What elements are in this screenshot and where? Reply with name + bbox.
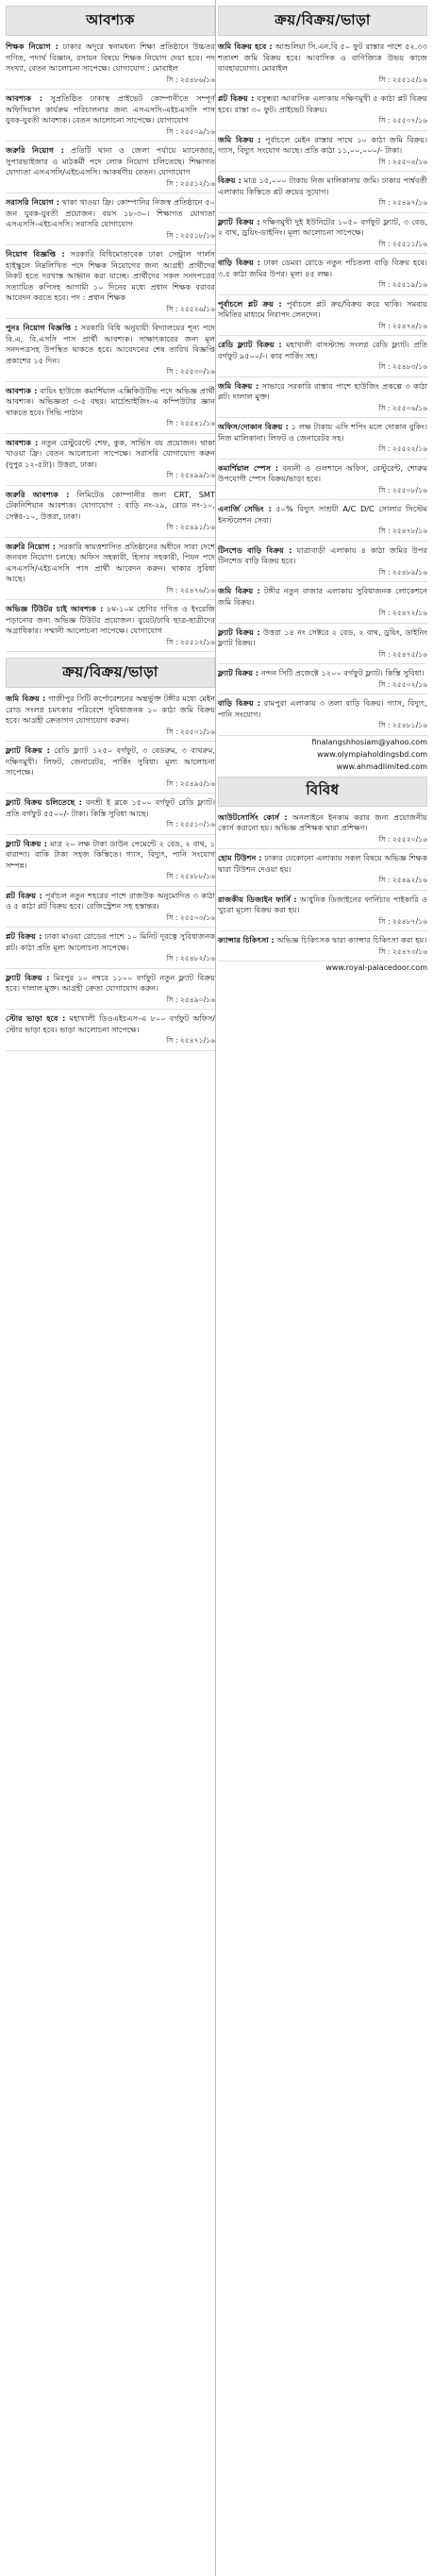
ad-code: সি : ২৫৫১০/১৬ (166, 820, 215, 828)
ad-code: সি : ২৫৫০২/১৬ (378, 679, 427, 689)
ad-body: থাকা খাওয়া ফ্রি। কোম্পানির নিজস্ব প্রতিষ্ঠানে ৫০ জন যুবক-যুবতী প্রয়োজন। বয়স ১৮-৩০। শিক্ষাগত যোগ্যতা এসএসসি-এইচএসসি। সরাসরি যোগাযোগ (6, 197, 215, 228)
classified-ad (6, 490, 215, 538)
ad-body: নতুন রেস্টুরেন্টে শেফ, কুক, সার্ভিস বয় প্রয়োজন। থাকা খাওয়া ফ্রি। বেতন আলোচনা সাপেক্ষে। সরাসরি যোগাযোগ করুন (দুপুর ১২-৫টা)। উত্তরা, ঢাকা। (6, 437, 216, 469)
ad-heading: ফ্ল্যাট বিক্রয় : (218, 216, 260, 226)
ad-heading: জমি বিক্রয় : (218, 134, 261, 144)
classified-ad (6, 438, 215, 486)
classified-ad (6, 797, 215, 835)
left-column (6, 0, 215, 1055)
classified-ad (218, 504, 427, 542)
ad-body: ঢাকার অদূরে স্বনামধন্য শিক্ষা প্রতিষ্ঠানে উচ্চতর গণিত, পদার্থ বিজ্ঞান, রসায়ন বিষয়ে শিক্ষক নিয়োগ দেয়া হবে। পদ সংখ্যা, বেতন আলোচনা সাপেক্ষে। যোগাযোগ : মোবাইল (6, 42, 215, 73)
classified-ad (218, 93, 427, 131)
ad-heading: বিক্রয় : (218, 176, 241, 185)
classified-ad (218, 935, 427, 962)
ad-code: সি : ২৫৪৭৩/১৬ (378, 946, 427, 956)
ad-body: আধুনিক ডিজাইনের ফার্নিচার পাইকারি ও খুচরা মূল্যে বিক্রয় করা হয়। (218, 894, 427, 914)
classified-ad (6, 745, 215, 794)
ad-body: বনানী ও গুলশানে অফিস, রেস্টুরেন্ট, শোরুম উপযোগী স্পেস বিক্রয়/ভাড়া হবে। (218, 462, 427, 483)
ad-body: ১ লক্ষ টাকায় এসি শপিং মলে দোকান বুকিং। নিজ মালিকানা। লিফট ও জেনারেটর সহ। (218, 422, 427, 443)
ad-heading: কমার্শিয়াল স্পেস : (218, 462, 279, 473)
ad-heading: নিয়োগ বিজ্ঞপ্তি : (6, 249, 65, 259)
ad-heading: জমি বিক্রয় হবে : (218, 42, 273, 51)
ad-body: টঙ্গীর নতুন বাজার এলাকায় সুবিধাজনক লোকেশনে জমি বিক্রয়। (218, 586, 427, 607)
ad-code: সি : ২৫৫২০/১৬ (378, 834, 427, 844)
classified-ad (218, 176, 427, 213)
ad-heading: আবশ্যক : (6, 385, 38, 395)
ad-code: সি : ২৫৫১৮/১৬ (166, 230, 215, 240)
ad-heading: আবশ্যক : (6, 437, 39, 447)
ad-code: সি : ২৫৫১২/১৬ (166, 178, 215, 188)
ad-heading: টিনশেড বাড়ি বিক্রয় : (218, 544, 292, 555)
classified-ad (218, 422, 427, 460)
website-link-ahmad[interactable]: www.ahmadlimited.com (336, 761, 427, 771)
ad-heading: বাড়ি বিক্রয় : (218, 258, 260, 267)
ad-heading: রাজকীয় ডিজাইন ফার্নি : (218, 894, 297, 904)
ad-code: সি : ২৫৪৯৫/১৬ (166, 778, 215, 788)
ad-body: মিরপুর ১০ নম্বরে ১১০০ বর্গফুট নতুন ফ্ল্যাট বিক্রয় হবে। দালাল মুক্ত। আগ্রহী ক্রেতা যোগাযোগ করুন। (6, 972, 215, 993)
ad-heading: আবশ্যক : (6, 93, 43, 103)
classified-ad (6, 839, 215, 887)
classified-ad (218, 545, 427, 583)
ad-code: সি : ২৫৪৮৬/১৬ (166, 75, 215, 84)
ad-code: সি : ২৫৪৭৮/১৬ (378, 527, 427, 535)
classified-ad (218, 698, 427, 736)
ad-heading: ক্যান্সার চিকিৎসা : (218, 935, 275, 945)
classified-ad (6, 1013, 215, 1051)
classified-ad (6, 323, 215, 382)
classified-ad (218, 299, 427, 337)
ad-body: অনলাইনে ইনকাম করার জন্য প্রয়োজনীয় কোর্স করানো হয়। অভিজ্ঞ প্রশিক্ষক দ্বারা প্রশিক্ষণ। (218, 811, 427, 832)
ad-body: মাত্র ২০ লক্ষ টাকা ডাউন পেমেন্টে ২ বেড, ২ বাথ, ১ বারান্দা। বাকি টাকা সহজ কিস্তিতে। গ্যাস, বিদ্যুৎ, পানি সংযোগ সম্পন্ন। (6, 838, 215, 870)
ad-code: সি : ২৫৪৯২/১৬ (378, 876, 427, 884)
ad-code: সি : ২৫৪৯০/১৬ (166, 995, 215, 1004)
classified-ad (6, 542, 215, 601)
ad-body: মহাখালী ডিওএইচএস-এ ৮০০ বর্গফুট অফিস/স্টোর ভাড়া হবে। ভাড়া আলোচনা সাপেক্ষে। (6, 1013, 215, 1034)
ad-heading: স্টোর ভাড়া হবে : (6, 1013, 66, 1023)
ad-code: সি : ২৫৫১২/১৬ (166, 637, 215, 646)
ad-heading: ফ্ল্যাট বিক্রয় : (218, 627, 260, 637)
ad-code: সি : ২৫৪৭৪/১৬ (378, 321, 427, 330)
ad-body: সরকারি বিধিমোতাবেক ঢাকা সেন্ট্রাল গার্লস হাইস্কুলে নিম্নলিখিত পদে শিক্ষক নিয়োগের জন্য আগ্রহী প্রার্থীদের নিকট হতে দরখাস্ত আহ্বান করা যাচ্ছে। প্রার্থীদের সকল সনদপত্রের সত্যায়িত কপিসহ আগামী ১০ দিনের মধ্যে প্রধান শিক্ষক বরাবর আবেদন করতে হবে। পদ : প্রধান শিক্ষক (6, 249, 215, 302)
ad-code: সি : ২৫৫১৯/১৬ (378, 280, 427, 289)
section-heading-buy-sell-rent-left: ক্রয়/বিক্রয়/ভাড়া (6, 658, 215, 688)
ad-body: উত্তরা ১৪ নং সেক্টরে ২ বেড, ২ বাথ, ড্রয়িং, ডাইনিং ফ্ল্যাট বিক্রয়। (218, 627, 427, 647)
classified-ad (218, 853, 427, 891)
ad-body: লিমিটেড কোম্পানীর জন্য CRT, SMT টেকনিশিয়ান আবশ্যক। যোগাযোগ : বাড়ি নং-২৯, রোড নং-১০, সেক্টর-১০, উত্তরা, ঢাকা। (6, 489, 215, 521)
ad-body: সরকারি স্বায়ত্তশাসিত প্রতিষ্ঠানের অধীনে সারা দেশে জনবল নিয়োগ চলছে। অফিস সহকারী, হিসাব সহকারী, পিয়ন পদে এসএসসি/এইচএসসি পাস প্রার্থী আবেদন করুন। থাকার সুবিধা আছে। (6, 541, 215, 583)
ad-heading: প্লট বিক্রয় : (6, 890, 42, 900)
ad-body: বনশ্রী ই ব্লকে ১৫০০ বর্গফুট রেডি ফ্ল্যাট। প্রতি বর্গফুট ৫৫০০/- টাকা। কিস্তি সুবিধা আছে। (6, 797, 215, 818)
wanted-ads-list (6, 42, 215, 652)
ad-code: সি : ২৫৫০৩/১৬ (166, 912, 215, 922)
ad-code: সি : ২৫৪৯৭/১৬ (378, 198, 427, 207)
ad-code: সি : ২৫৫০৮/১৬ (378, 485, 427, 494)
ad-heading: রেডি ফ্ল্যাট বিক্রয় : (218, 340, 282, 349)
classified-ad (6, 694, 215, 742)
classified-ad (218, 381, 427, 419)
ad-body: রেডি ফ্ল্যাট ১২৫০ বর্গফুট, ৩ বেডরুম, ৩ বাথরুম, দক্ষিণমুখী। লিফট, জেনারেটর, পার্কিং সুবিধা। মূল্য আলোচনা সাপেক্ষে। (6, 745, 215, 777)
ad-code: সি : ২৫৫১৫/১৬ (378, 75, 427, 84)
ad-body: ঢাকা ডেমরা রোডে নতুন পাঁচতলা বাড়ি বিক্রয় হবে। ৩.৫ কাঠা জমির উপর। মূল্য ৪৫ লক্ষ। (218, 258, 427, 278)
ad-heading: ফ্ল্যাট বিক্রয় চলিতেছে : (6, 797, 82, 807)
ad-code: সি : ২৫৪৮১/১৬ (378, 721, 427, 729)
classified-ad (218, 42, 427, 90)
ad-code: সি : ২৫৫৩০/১৬ (166, 367, 215, 376)
section-heading-buy-sell-rent-right: ক্রয়/বিক্রয়/ভাড়া (218, 6, 427, 36)
ad-heading: হোম টিউশন : (218, 853, 262, 862)
ad-code: সি : ২৫৫১১/১৬ (378, 239, 427, 248)
ad-body: প্রতিটি থানা ও জেলা পর্যায়ে ম্যানেজার, সুপারভাইজার ও মাঠকর্মী পদে লোক নিয়োগ চলিতেছে। শিক্ষাগত যোগ্যতা এসএসসি/এইচএসসি। আকর্ষণীয় বেতন। যোগাযোগ (6, 145, 215, 176)
ad-code: সি : ২৫৪৭৫/১৬ (378, 649, 427, 659)
ad-body: দক্ষিণমুখী দুই ইউনিটের ১০৫০ বর্গফুট ফ্ল্যাট, ৩ বেড, ২ বাথ, ড্রয়িং-ডাইনিং। মূল্য আলোচনা সাপেক্ষে। (218, 216, 427, 237)
ad-code: সি : ২৫৪৮৯/১৬ (378, 567, 427, 577)
classified-ad (218, 217, 427, 255)
ad-heading: সরাসরি নিয়োগ : (6, 197, 60, 207)
ad-body: নন্দন সিটি প্রজেক্টে ১২০০ বর্গফুট ফ্ল্যাট। কিস্তি সুবিধা। (260, 668, 425, 677)
classified-ad (6, 931, 215, 969)
ad-body: বসুন্ধরা আবাসিক এলাকায় দক্ষিণমুখী ৫ কাঠা প্লট বিক্রয় হবে। রাস্তা ৩০ ফুট। প্রাইভেট বিক্রয়। (218, 93, 427, 114)
ad-body: সরকারি বিধি অনুযায়ী বিদ্যালয়ের শূন্য পদে বি.এ, বি.এসসি পাস প্রার্থী আবশ্যক। সাক্ষাৎকারের জন্য মূল সনদপত্রসহ উপস্থিত থাকতে হবে। আবেদনের শেষ তারিখ বিজ্ঞপ্তি প্রকাশের ১৫ দিন। (6, 323, 215, 365)
buy-sell-ads-list-right (218, 42, 427, 736)
ad-body: মহাখালী বাসস্ট্যান্ড সংলগ্ন রেডি ফ্ল্যাট। প্রতি বর্গফুট ৯৫০০/-। কার পার্কিং সহ। (218, 340, 427, 360)
ad-heading: পুনঃ নিয়োগ বিজ্ঞপ্তি : (6, 323, 78, 332)
classified-ad (6, 973, 215, 1011)
ad-code: সি : ২৫৪৭১/১৬ (166, 1036, 215, 1045)
ad-code: সি : ২৫৪৮৮/১৬ (166, 872, 215, 880)
classified-ad (218, 627, 427, 665)
ad-heading: জমি বিক্রয় : (218, 380, 259, 391)
classified-ad (6, 93, 215, 142)
ad-body: যাত্রাবাড়ী এলাকায় ৪ কাঠা জমির উপর টিনশেড বাড়ি বিক্রয় হবে। (218, 544, 427, 565)
section-heading-misc: বিবিধ (218, 777, 427, 807)
classified-ad (218, 135, 427, 173)
ad-heading: এনার্জি সেভিং : (218, 504, 272, 513)
ad-body: রামপুরা এলাকায় ৩ তলা বাড়ি বিক্রয়। গ্যাস, বিদ্যুৎ, পানি সংযোগ। (218, 698, 427, 719)
ad-code: সি : ২৫৫০৯/১৬ (166, 126, 215, 136)
ad-body: সুপ্রতিষ্ঠিত ঢাকাস্থ প্রাইভেট কোম্পানীতে সম্পূর্ণ অফিসিয়াল কার্যক্রম পরিচালনার জন্য এসএসসি-এইচএসসি পাস যুবক-যুবতী আবশ্যক। বেতন আলোচনা সাপেক্ষে। যোগাযোগ (6, 93, 216, 125)
ad-code: সি : ২৫৪৯১/১৬ (166, 523, 215, 531)
ad-code: সি : ২৫৫০৬/১৬ (378, 403, 427, 412)
ad-body: মাত্র ১৫,০০০ টাকায় নিজ মালিকানায় জমি। ঢাকার পার্শ্ববর্তী এলাকায় কিস্তিতে প্লট ক্রয়ের সুযোগ। (218, 176, 428, 196)
ad-heading: ফ্ল্যাট বিক্রয় : (6, 838, 48, 848)
ad-heading: প্লট বিক্রয় : (218, 93, 255, 103)
ad-heading: জমি বিক্রয় : (218, 586, 260, 595)
ad-code: সি : ২৫৪৮৩/১৬ (378, 362, 427, 371)
buy-sell-ads-list-left (6, 694, 215, 1051)
ad-body: আশুলিয়া সি.এন.বি ৫০ ফুট রাস্তার পাশে ৫২.৩৩ শতাংশ জমি বিক্রয় হবে। আবাসিক ও বাণিজ্যিক উভয় কাজে ব্যবহারযোগ্য। মোবাইল (218, 42, 427, 73)
website-link-olympia[interactable]: www.olympiaholdingsbd.com (317, 749, 427, 759)
ad-heading: শিক্ষক নিয়োগ : (6, 42, 58, 51)
classified-ad (218, 668, 427, 694)
ad-body: সাভারে সরকারি রাস্তার পাশে হাউজিং প্রকল্পে ৩ কাঠা প্লট। দালাল মুক্ত। (218, 380, 427, 401)
ad-body: ঢাকা মাওয়া রোডের পাশে ১০ মিনিট দূরত্বে সুবিধাজনক প্লট। কাঠা প্রতি মূল্য আলোচনা সাপেক্ষে। (6, 931, 215, 952)
misc-ads-list (218, 812, 427, 962)
classified-ad (218, 463, 427, 501)
classified-ad (218, 258, 427, 295)
ad-code: সি : ২৫৫৪১/১৬ (166, 419, 215, 427)
section-heading-wanted: আবশ্যক (6, 6, 215, 36)
ad-heading: অফিস/দোকান বিক্রয় : (218, 422, 289, 431)
ad-heading: পূর্বাচলে প্লট ক্রয় : (218, 298, 282, 309)
ad-heading: ফ্ল্যাট বিক্রয় : (218, 668, 259, 677)
ad-body: ঢাকার যেকোনো এলাকায় সকল বিষয়ে অভিজ্ঞ শিক্ষক দ্বারা টিউশন দেওয়া হয়। (218, 853, 427, 874)
ad-code: সি : ২৫৫০৪/১৬ (378, 157, 427, 166)
classified-ad (218, 895, 427, 932)
classified-ad (218, 812, 427, 850)
classified-ad (6, 386, 215, 434)
ad-code: সি : ২৫৪৭২/১৬ (378, 609, 427, 617)
ad-body: পূর্বাচল নতুন শহরের পাশে রাজউক অনুমোদিত ৩ কাঠা ও ৫ কাঠা প্লট বিক্রয় হবে। রেজিস্ট্রেশন সহ হস্তান্তর। (6, 890, 215, 911)
ad-heading: বাড়ি বিক্রয় : (218, 698, 261, 708)
classified-ad (6, 145, 215, 193)
classified-ad (6, 891, 215, 928)
ad-heading: জরুরি আবশ্যক : (6, 489, 70, 499)
ad-body: গাজীপুর সিটি কর্পোরেশনের অন্তর্ভুক্ত টঙ্গীর মধ্যে মেইন রোড সংলগ্ন চমৎকার পরিবেশে সুবিধাজনক ১০ কাঠা জমি বিক্রয় হবে। আগ্রহী ক্রেতাগণ যোগাযোগ করুন। (6, 694, 216, 725)
website-link-royal-palace[interactable]: www.royal-palacedoor.com (325, 963, 427, 972)
ad-heading: জরুরি নিয়োগ : (6, 145, 64, 155)
ad-body: অভিজ্ঞ চিকিৎসক দ্বারা ক্যান্সার চিকিৎসা করা হয়। (276, 935, 427, 945)
email-link[interactable]: finalangshhosiam@yahoo.com (311, 737, 427, 746)
right-column (218, 0, 427, 978)
classified-ad (6, 249, 215, 319)
ad-body: পূর্বাচলে মেইন রাস্তার সাথে ১০ কাঠা জমি বিক্রয়। গ্যাস, বিদ্যুৎ সংযোগ আছে। প্রতি কাঠা ১১,০০,০০০/- টাকা। (218, 134, 428, 155)
ad-heading: জরুরি নিয়োগ : (6, 541, 57, 551)
ad-code: সি : ২৫৪৭৬/১৬ (166, 585, 215, 594)
ad-body: বায়িং হাউজে কমার্শিয়াল এক্সিকিউটিভ পদে অভিজ্ঞ প্রার্থী আবশ্যক। অভিজ্ঞতা ৩-৫ বছর। মার্চেন্ডাইজিং-এ কম্পিউটার জ্ঞান থাকতে হবে। সিভি পাঠান (6, 385, 215, 417)
ad-heading: জমি বিক্রয় : (6, 694, 46, 703)
ad-code: সি : ২৫৫০৭/১৬ (378, 116, 427, 125)
column-divider (215, 0, 216, 2576)
ad-heading: ফ্ল্যাট বিক্রয় : (6, 745, 50, 755)
classified-ad (6, 197, 215, 245)
ad-code: সি : ২৫৪৮৭/১৬ (378, 916, 427, 926)
ad-heading: অভিজ্ঞ টিউটর চাই আবশ্যক : (6, 604, 104, 613)
classified-ad (6, 604, 215, 652)
ad-code: সি : ২৫৪৮২/১৬ (166, 954, 215, 962)
ad-code: সি : ২৫৪৯৯/১৬ (166, 471, 215, 479)
classified-ad (218, 340, 427, 377)
ad-body: ৫০% বিদ্যুৎ সাশ্রয়ী A/C D/C সোলার সিস্টেম ইনস্টলেশন সেবা। (218, 504, 427, 525)
classified-ad (218, 586, 427, 624)
ad-heading: প্লট বিক্রয় : (6, 931, 42, 941)
ad-code: সি : ২৫৫০১/১৬ (166, 727, 215, 736)
classified-ad (6, 42, 215, 90)
ad-heading: আউটসোর্সিং কোর্স : (218, 811, 288, 822)
ad-body: ৮ম-১০ম শ্রেণির গণিত ও ইংরেজি পড়ানোর জন্য অভিজ্ঞ টিউটর প্রয়োজন। বুয়েট/ঢাবি ছাত্র-ছাত্রীদের অগ্রাধিকার। সম্মানী আলোচনা সাপেক্ষে। যোগাযোগ (6, 604, 215, 635)
ad-code: সি : ২৫৫২২/১৬ (378, 444, 427, 453)
ad-code: সি : ২৫৫২৬/১৬ (166, 304, 215, 313)
ad-heading: ফ্ল্যাট বিক্রয় : (6, 972, 50, 982)
ad-body: পূর্বাচলে প্লট ক্রয়/বিক্রয় করে থাকি। সমবায় সমিতির মাধ্যমে নিরাপদ লেনদেন। (218, 298, 428, 319)
